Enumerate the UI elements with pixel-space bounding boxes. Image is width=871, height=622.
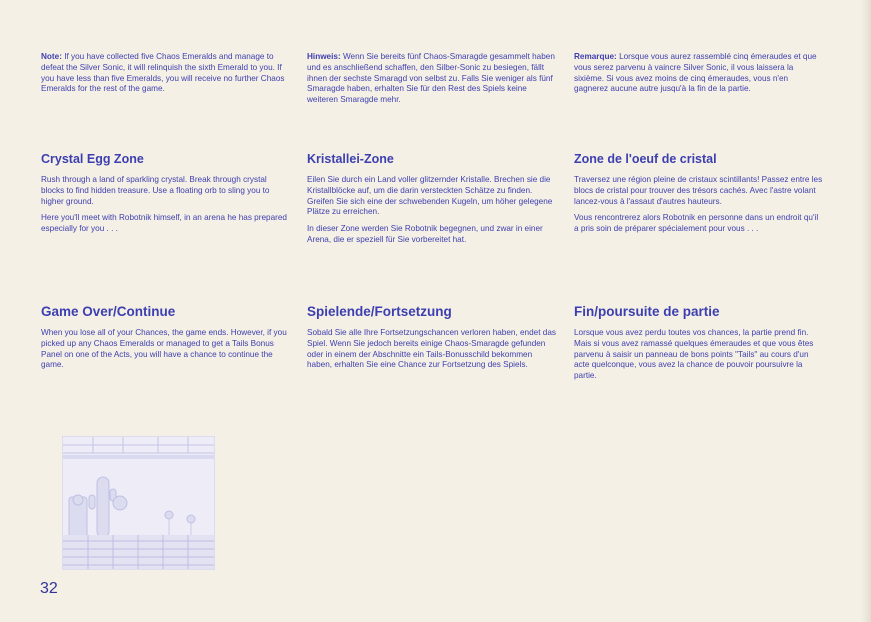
paragraph: In dieser Zone werden Sie Robotnik begegnen, und zwar in einer Arena, die er speziell für Sie vorbereitet hat. xyxy=(307,224,543,244)
section-title: Spielende/Fortsetzung xyxy=(307,304,452,319)
page-number: 32 xyxy=(40,580,58,597)
note-text: Lorsque vous aurez rassemblé cinq émeraudes et que vous serez parvenu à vaincre Silver Sonic, il vous laissera la sixième. Si vous avez moins de cinq émeraudes, vous n'en gagnerez aucune autre jusqu'à la fin de la partie. xyxy=(574,52,817,94)
paragraph: Here you'll meet with Robotnik himself, in an arena he has prepared especially for you . . . xyxy=(41,213,287,234)
paragraph: Sobald Sie alle Ihre Fortsetzungschancen verloren haben, endet das Spiel. Wenn Sie jedoch bereits einige Chaos-Smaragde gefunden oder in einem der Abschnitte ein Tails-Bonusschild bekommen haben, erhalten Sie eine Chance zur Fortsetzung des Spiels. xyxy=(307,328,556,370)
paragraph: Vous rencontrerez alors Robotnik en personne dans un endroit qu'il a pris soin de préparer spécialement pour vous . . . xyxy=(574,213,819,234)
paragraph: Eilen Sie durch ein Land voller glitzernder Kristalle. Brechen sie die Kristallblöcke auf, um die darin versteckten Schätze zu finden. Greifen Sie sich eine der schwebenden Kugeln, um höher gelegene Plätze zu erreichen. xyxy=(307,175,553,217)
section-title: Game Over/Continue xyxy=(41,304,176,319)
note-de xyxy=(307,52,557,112)
note-label: Hinweis: xyxy=(307,52,341,61)
note-label: Note: xyxy=(41,52,62,61)
note-fr xyxy=(574,52,824,101)
page-edge xyxy=(861,0,871,622)
paragraph: When you lose all of your Chances, the game ends. However, if you picked up any Chaos Emeralds or managed to get a Tails Bonus Panel on one of the Acts, you will have a chance to continue the game. xyxy=(41,328,287,370)
note-text: If you have collected five Chaos Emeralds and manage to defeat the Silver Sonic, it will relinquish the sixth Emerald to you. If you have less than five Emeralds, you will receive no further Chaos Emeralds for the rest of the game. xyxy=(41,52,285,94)
section-crystal-egg-de xyxy=(307,152,557,252)
section-game-over-en xyxy=(41,305,291,377)
section-game-over-de xyxy=(307,305,557,377)
paragraph: Lorsque vous avez perdu toutes vos chances, la partie prend fin. Mais si vous avez ramassé quelques émeraudes et que vous êtes parvenu à saisir un panneau de bons points "Tails" au cours d'un acte quelconque, vous avez la chance de pouvoir poursuivre la partie. xyxy=(574,328,814,381)
game-screenshot xyxy=(62,436,215,570)
section-title: Fin/poursuite de partie xyxy=(574,304,720,319)
section-title: Zone de l'oeuf de cristal xyxy=(574,152,717,166)
note-en xyxy=(41,52,291,101)
section-game-over-fr xyxy=(574,305,824,388)
section-crystal-egg-en xyxy=(41,152,291,241)
section-title: Crystal Egg Zone xyxy=(41,152,144,166)
note-label: Remarque: xyxy=(574,52,617,61)
section-title: Kristallei-Zone xyxy=(307,152,394,166)
crystal-egg-zone-illustration xyxy=(63,437,214,569)
note-text: Wenn Sie bereits fünf Chaos-Smaragde gesammelt haben und es anschließend schaffen, den Silber-Sonic zu besiegen, fällt ihnen der sechste Smaragd von selbst zu. Falls Sie weniger als fünf Smaragde haben, erhalten Sie für den Rest des Spiels keine weiteren Smaragde mehr. xyxy=(307,52,555,105)
paragraph: Rush through a land of sparkling crystal. Break through crystal blocks to find hidden treasure. Use a floating orb to sling you to higher ground. xyxy=(41,175,270,206)
paragraph: Traversez une région pleine de cristaux scintillants! Passez entre les blocs de cristal pour trouver des trésors cachés. Avec l'astre volant lancez-vous à l'assaut d'autres hauteurs. xyxy=(574,175,823,206)
section-crystal-egg-fr xyxy=(574,152,824,241)
